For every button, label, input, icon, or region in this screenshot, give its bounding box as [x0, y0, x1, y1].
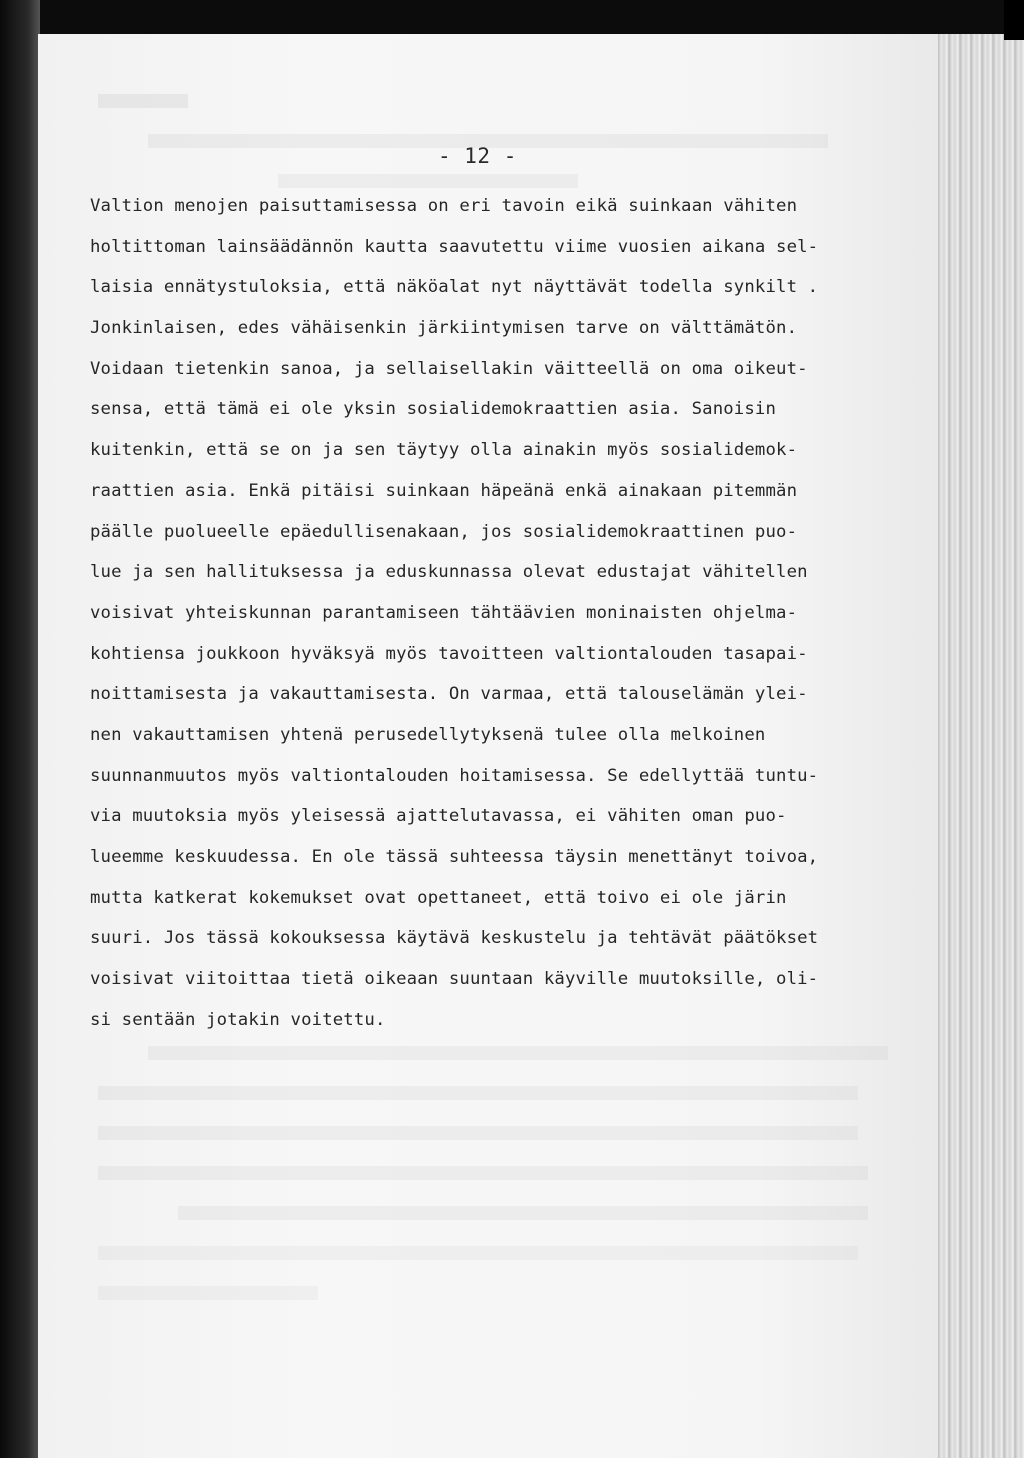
book-binding-shadow — [0, 0, 40, 1458]
text-line: mutta katkerat kokemukset ovat opettaneet, että toivo ei ole järin — [90, 887, 787, 908]
text-line: raattien asia. Enkä pitäisi suinkaan häpeänä enkä ainakaan pitemmän — [90, 480, 798, 501]
text-line: nen vakauttamisen yhtenä perusedellytyksenä tulee olla melkoinen — [90, 724, 766, 745]
text-line: lueemme keskuudessa. En ole tässä suhteessa täysin menettänyt toivoa, — [90, 847, 819, 867]
text-line: Voidaan tietenkin sanoa, ja sellaisellakin väitteellä on oma oikeut- — [90, 358, 808, 379]
text-line: päälle puolueelle epäedullisenakaan, jos sosialidemokraattinen puo- — [90, 521, 798, 542]
body-text — [90, 186, 950, 1040]
text-line: noittamisesta ja vakauttamisesta. On varmaa, että talouselämän ylei- — [90, 684, 808, 705]
text-line: kuitenkin, että se on ja sen täytyy olla ainakin myös sosialidemok- — [90, 440, 798, 461]
text-line: voisivat yhteiskunnan parantamiseen tähtäävien moninaisten ohjelma- — [90, 602, 798, 623]
text-line: Jonkinlaisen, edes vähäisenkin järkiintymisen tarve on välttämätön. — [90, 318, 798, 339]
scan-top-border — [0, 0, 1024, 38]
text-line: via muutoksia myös yleisessä ajattelutavassa, ei vähiten oman puo- — [90, 806, 787, 827]
document-page — [38, 34, 938, 1458]
text-line: lue ja sen hallituksessa ja eduskunnassa olevat edustajat vähitellen — [90, 562, 808, 583]
text-line: holtittoman lainsäädännön kautta saavutettu viime vuosien aikana sel- — [90, 236, 819, 257]
text-line: suuri. Jos tässä kokouksessa käytävä keskustelu ja tehtävät päätökset — [90, 928, 819, 949]
text-line: sensa, että tämä ei ole yksin sosialidemokraattien asia. Sanoisin — [90, 399, 777, 420]
text-line: suunnanmuutos myös valtiontalouden hoitamisessa. Se edellyttää tuntu- — [90, 765, 819, 786]
text-line: Valtion menojen paisuttamisessa on eri tavoin eikä suinkaan vähiten — [90, 196, 798, 216]
text-line: si sentään jotakin voitettu. — [90, 1009, 386, 1030]
text-line: voisivat viitoittaa tietä oikeaan suuntaan käyville muutoksille, oli- — [90, 969, 819, 990]
page-number: - 12 - — [438, 144, 517, 168]
text-line: laisia ennätystuloksia, että näköalat nyt näyttävät todella synkilt . — [90, 277, 819, 298]
text-line: kohtiensa joukkoon hyväksyä myös tavoitteen valtiontalouden tasapai- — [90, 643, 808, 664]
scan-corner-border — [1004, 0, 1024, 40]
